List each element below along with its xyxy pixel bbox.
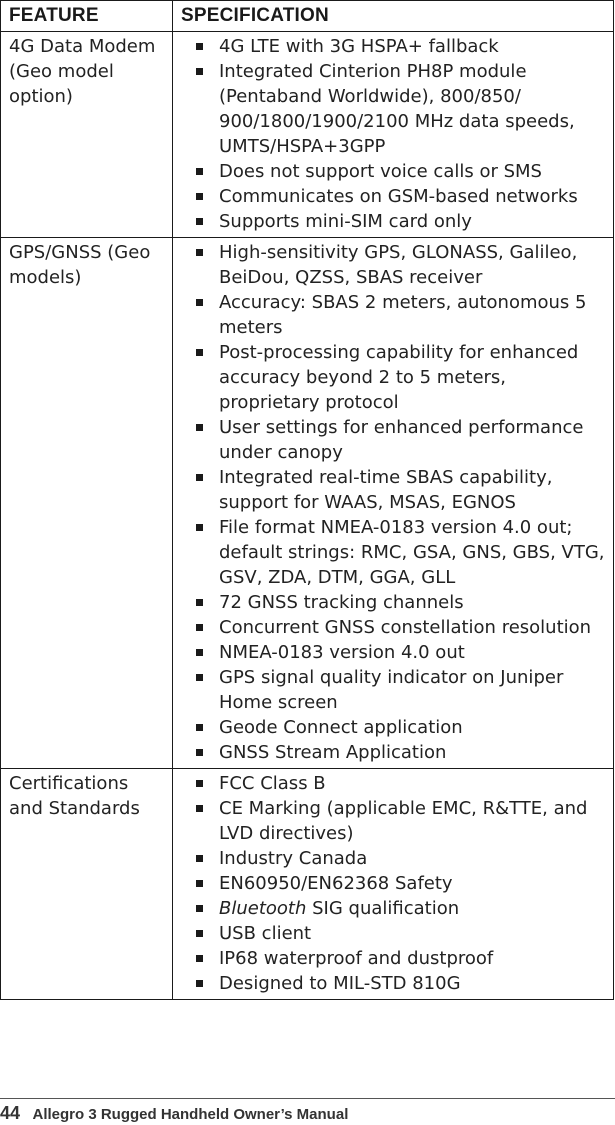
spec-list (181, 240, 609, 765)
spec-text: GPS signal quality indicator on Juniper Home screen (219, 667, 564, 713)
spec-cell (173, 769, 614, 1000)
footer-divider (0, 1098, 615, 1099)
list-item (181, 465, 609, 515)
list-item (181, 946, 609, 971)
page-footer (0, 1103, 348, 1123)
spec-cell (173, 32, 614, 238)
spec-text: 4G LTE with 3G HSPA+ fallback (219, 36, 499, 57)
list-item (181, 665, 609, 715)
spec-list (181, 771, 609, 996)
feature-cell: 4G Data Modem (Geo model option) (1, 32, 173, 238)
bullet-square-icon (196, 880, 203, 887)
list-item (181, 290, 609, 340)
list-item (181, 209, 609, 234)
spec-text: USB client (219, 923, 312, 944)
list-item (181, 740, 609, 765)
list-item (181, 34, 609, 59)
list-item (181, 896, 609, 921)
list-item (181, 971, 609, 996)
spec-text: Geode Connect application (219, 717, 463, 738)
list-item (181, 615, 609, 640)
spec-text: Post-processing capability for enhanced accuracy beyond 2 to 5 meters, proprietary protocol (219, 342, 579, 413)
spec-text: EN60950/EN62368 Safety (219, 873, 453, 894)
spec-text: Supports mini-SIM card only (219, 211, 472, 232)
bullet-square-icon (196, 68, 203, 75)
spec-text: Accuracy: SBAS 2 meters, autonomous 5 meters (219, 292, 587, 338)
list-item (181, 921, 609, 946)
bullet-square-icon (196, 299, 203, 306)
spec-text: Industry Canada (219, 848, 368, 869)
list-item (181, 846, 609, 871)
feature-cell: Certifications and Standards (1, 769, 173, 1000)
bullet-square-icon (196, 930, 203, 937)
spec-text: CE Marking (applicable EMC, R&TTE, and LVD directives) (219, 798, 588, 844)
table-row (1, 32, 614, 238)
bullet-square-icon (196, 855, 203, 862)
spec-text: Integrated Cinterion PH8P module (Pentaband Worldwide), 800/850/ 900/1800/1900/2100 MHz data speeds, UMTS/HSPA+3GPP (219, 61, 575, 157)
spec-text: Does not support voice calls or SMS (219, 161, 542, 182)
bullet-square-icon (196, 599, 203, 606)
bullet-square-icon (196, 43, 203, 50)
bullet-square-icon (196, 980, 203, 987)
spec-text: File format NMEA-0183 version 4.0 out; default strings: RMC, GSA, GNS, GBS, VTG, GSV, ZDA, DTM, GGA, GLL (219, 517, 605, 588)
header-specification: SPECIFICATION (173, 1, 614, 32)
bullet-square-icon (196, 724, 203, 731)
bullet-square-icon (196, 193, 203, 200)
feature-cell: GPS/GNSS (Geo models) (1, 238, 173, 769)
list-item (181, 640, 609, 665)
list-item (181, 59, 609, 159)
list-item (181, 871, 609, 896)
bullet-square-icon (196, 624, 203, 631)
bullet-square-icon (196, 524, 203, 531)
bullet-square-icon (196, 955, 203, 962)
spec-text: Bluetooth SIG qualification (219, 898, 460, 919)
list-item (181, 340, 609, 415)
table-row (1, 238, 614, 769)
bullet-square-icon (196, 905, 203, 912)
spec-text: GNSS Stream Application (219, 742, 447, 763)
spec-text: NMEA-0183 version 4.0 out (219, 642, 465, 663)
bullet-square-icon (196, 249, 203, 256)
spec-text: IP68 waterproof and dustproof (219, 948, 494, 969)
bullet-square-icon (196, 805, 203, 812)
bullet-square-icon (196, 674, 203, 681)
spec-cell (173, 238, 614, 769)
bullet-square-icon (196, 649, 203, 656)
list-item (181, 796, 609, 846)
list-item (181, 159, 609, 184)
spec-list (181, 34, 609, 234)
bullet-square-icon (196, 780, 203, 787)
bullet-square-icon (196, 218, 203, 225)
spec-text: User settings for enhanced performance under canopy (219, 417, 584, 463)
page-number: 44 (0, 1103, 21, 1123)
list-item (181, 515, 609, 590)
spec-text: FCC Class B (219, 773, 326, 794)
spec-text: Designed to MIL-STD 810G (219, 973, 461, 994)
spec-text: Integrated real-time SBAS capability, support for WAAS, MSAS, EGNOS (219, 467, 553, 513)
list-item (181, 715, 609, 740)
table-header-row (1, 1, 614, 32)
bullet-square-icon (196, 749, 203, 756)
list-item (181, 771, 609, 796)
header-feature: FEATURE (1, 1, 173, 32)
spec-text: 72 GNSS tracking channels (219, 592, 464, 613)
spec-text: Communicates on GSM-based networks (219, 186, 578, 207)
bullet-square-icon (196, 424, 203, 431)
bullet-square-icon (196, 349, 203, 356)
list-item (181, 590, 609, 615)
bullet-square-icon (196, 474, 203, 481)
bullet-square-icon (196, 168, 203, 175)
spec-text: Concurrent GNSS constellation resolution (219, 617, 592, 638)
list-item (181, 240, 609, 290)
spec-text: High-sensitivity GPS, GLONASS, Galileo, BeiDou, QZSS, SBAS receiver (219, 242, 578, 288)
table-row (1, 769, 614, 1000)
manual-title: Allegro 3 Rugged Handheld Owner’s Manual (32, 1106, 349, 1123)
list-item (181, 415, 609, 465)
list-item (181, 184, 609, 209)
